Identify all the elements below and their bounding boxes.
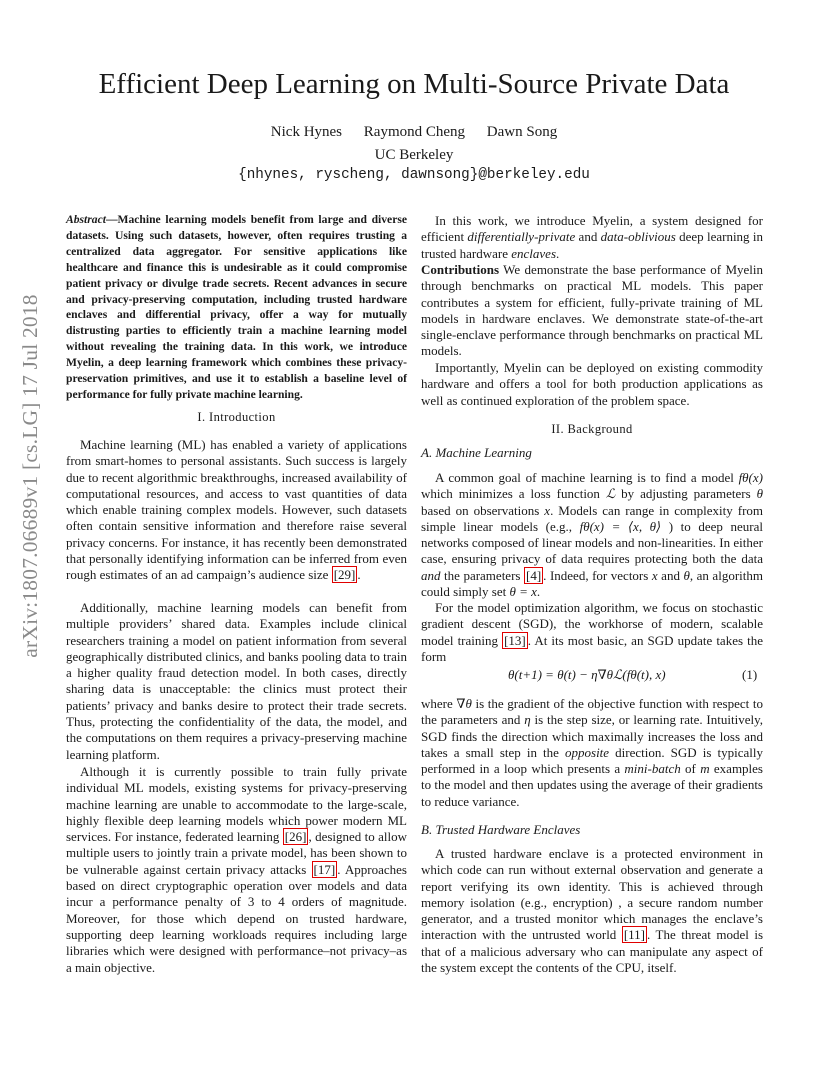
intro-paragraph-1 (66, 437, 407, 584)
math: m (700, 761, 710, 777)
author-name: Raymond Cheng (363, 124, 466, 140)
paragraph-text: and (575, 229, 601, 245)
author-list (0, 121, 828, 143)
subsection-heading-machine-learning: A. Machine Learning (421, 445, 532, 460)
author-email: {nhynes, ryscheng, dawnsong}@berkeley.edu (238, 167, 590, 183)
paragraph-text: We demonstrate the base performance of Myelin through benchmarks on practical ML models. This paper contributes a system for efficient, fully-private training of ML models in hardware enclaves. We demonstrate state-of-the-art single-enclave performance through benchmarks on practical ML models. (421, 262, 763, 359)
emphasis: and (421, 567, 441, 583)
math: ∇θ (456, 696, 472, 711)
paragraph-text: Although it is currently possible to train fully private individual ML models, existing systems for privacy-preserving machine learning are unable to accommodate to the large-scale, highly flexible deep learning models which power modern ML services. For instance, federated learning (66, 764, 407, 845)
paragraph-text: Machine learning (ML) has enabled a variety of applications from smart-homes to personal assistants. Such success is largely due to recent algorithmic breakthroughs, increased availability of computational resources, and access to vast quantities of data which enable training complex models. However, such datasets often contain sensitive information and therefore raise several privacy concerns. For instance, it has recently been demonstrated that personally identifying information can be inferred from even rough estimates of an ad campaign’s audience size (66, 437, 407, 583)
paragraph-text: deep learning in trusted hardware (421, 229, 763, 261)
math: θ (756, 486, 763, 502)
paragraph-text: For the model optimization algorithm, we focus on stochastic gradient descent (SGD), the workhorse of modern, scalable model training (421, 600, 763, 648)
ml-paragraph-2 (421, 600, 763, 665)
the-paragraph-1 (421, 846, 763, 976)
intro-paragraph-3 (66, 764, 407, 976)
paragraph-text: . (536, 584, 541, 600)
paragraph-text: In this work, we introduce Myelin, a system designed for efficient (421, 213, 763, 245)
paragraph-text: which minimizes a loss function (421, 486, 606, 502)
math: x (544, 502, 551, 518)
paragraph-text: . At its most basic, an SGD update takes the form (421, 632, 763, 664)
citation-link[interactable]: [17] (313, 861, 336, 877)
citation-link[interactable]: [29] (333, 567, 356, 583)
paragraph-text: , designed to allow multiple users to jointly train a private model, has been shown to be vulnerable against certain privacy attacks (66, 829, 407, 877)
paragraph-text: . (357, 567, 361, 583)
author-name: Nick Hynes (270, 124, 343, 140)
paragraph-text: . Indeed, for vectors (543, 567, 652, 583)
citation-link[interactable]: [4] (526, 567, 542, 583)
ml-paragraph-1 (421, 470, 763, 600)
paragraph-text: is the step size, or learning rate. Intuitively, SGD finds the direction which maximally increases the loss and takes a small step in the (421, 712, 763, 760)
intro-right-paragraph-3: Importantly, Myelin can be deployed on existing commodity hardware and offers a tool for both production applications as well as continued exploration of the problem space. (421, 360, 763, 408)
paragraph-text: . (556, 245, 560, 261)
citation-link[interactable]: [11] (623, 927, 645, 943)
emphasis: opposite (565, 744, 610, 760)
math: ℒ (605, 486, 616, 502)
paper-title: Efficient Deep Learning on Multi-Source Private Data (98, 68, 730, 100)
math: x (651, 567, 658, 583)
math: fθ(x) (738, 470, 763, 485)
math: θ (683, 567, 690, 583)
paragraph-text: ) to deep neural networks composed of linear models and non-linearities. In either case, ensuring privacy of data requires protecting both the data (421, 518, 764, 567)
emphasis: enclaves (511, 245, 557, 261)
section-heading-introduction: I. Introduction (197, 410, 276, 424)
paragraph-text: , an algorithm could simply set (421, 567, 763, 600)
affiliation: UC Berkeley (374, 147, 454, 163)
paragraph-text: of (680, 761, 701, 777)
arxiv-margin-stamp (12, 272, 48, 680)
equation-sgd-update: θ(t+1) = θ(t) − η∇θℒ(fθ(t), x) (508, 667, 666, 682)
emphasis: data-oblivious (600, 229, 676, 245)
citation-link[interactable]: [13] (504, 632, 526, 648)
contributions-paragraph (421, 262, 763, 360)
paragraph-text: where (421, 696, 457, 711)
paragraph-text: A common goal of machine learning is to find a model (435, 470, 739, 485)
paragraph-text: . Models can range in complexity from simple linear models (e.g., (421, 502, 764, 534)
arxiv-identifier: arXiv:1807.06689v1 [cs.LG] 17 Jul 2018 (18, 294, 42, 658)
intro-right-paragraph-1 (421, 213, 763, 262)
ml-paragraph-3 (421, 696, 763, 810)
emphasis: differentially-private (467, 229, 576, 245)
paragraph-text: is the gradient of the objective function with respect to the parameters and (421, 696, 763, 728)
paragraph-text: direction. SGD is typically performed in a loop which presents a (421, 744, 763, 777)
abstract-text: —Machine learning models benefit from large and diverse datasets. Using such datasets, however, often requires trusting a centralized data aggregator. For sensitive applications like healthcare and finance this is undesirable as it could compromise patient privacy or divulge trade secrets. Recent advances in secure and privacy-preserving computation, including trusted hardware enclaves and differential privacy, offer a way for mutually distrusting parties to efficiently train a machine learning model without revealing the training data. In this work, we introduce Myelin, a deep learning framework which combines these privacy-preservation primitives, and use it to establish a baseline level of performance for fully private machine learning. (66, 213, 407, 401)
paragraph-text: and (657, 567, 684, 583)
equation-number: (1) (742, 667, 758, 682)
author-name: Dawn Song (486, 124, 558, 140)
intro-paragraph-2: Additionally, machine learning models can benefit from multiple providers’ shared data. Examples include clinical researchers training a model on patient information from several geographically distributed clinics, and banks pooling data to train a higher quality fraud detection model. In both cases, directly sharing data is unacceptable: the clinics must protect their patients’ privacy and banks desire to protect their trade secrets. Thus, protecting the confidentiality of the data, the model, and the computations on them requires a privacy-preserving machine learning platform. (66, 600, 407, 762)
paragraph-text: the parameters (440, 567, 524, 583)
paragraph-text: A trusted hardware enclave is a protected environment in which code can run without external observation and generate a report verifying its own identity. This is achieved through memory isolation (e.g., encryption) , a secure random number generator, and a trusted monitor which manages the enclave’s interaction with the untrusted world (421, 846, 763, 943)
paragraph-text: . The threat model is that of a malicious adversary who can manipulate any aspect of the system except the contents of the CPU, itself. (421, 927, 763, 976)
emphasis: mini-batch (624, 761, 681, 777)
paragraph-text: . Approaches based on direct cryptographic operation over models and data incur a performance penalty of 3 to 4 orders of magnitude. Moreover, for those which depend on trusted hardware, supporting deep learning workloads requires including large libraries which were designed with performance–not privacy–as a main objective. (66, 861, 407, 975)
subsection-heading-trusted-hardware: B. Trusted Hardware Enclaves (421, 822, 581, 837)
abstract-lead: Abstract (66, 213, 106, 226)
paragraph-text: examples to the model and then updates using the average of their gradients to reduce variance. (421, 761, 763, 809)
math: θ = x (509, 584, 537, 600)
citation-link[interactable]: [26] (284, 829, 307, 845)
paragraph-text: by adjusting parameters (615, 486, 757, 502)
contributions-lead: Contributions (421, 262, 500, 277)
paragraph-text: based on observations (421, 502, 545, 518)
section-heading-background: II. Background (551, 422, 633, 436)
math: fθ(x) = ⟨x, θ⟩ (579, 518, 662, 534)
math: η (524, 712, 531, 728)
abstract (66, 212, 407, 403)
